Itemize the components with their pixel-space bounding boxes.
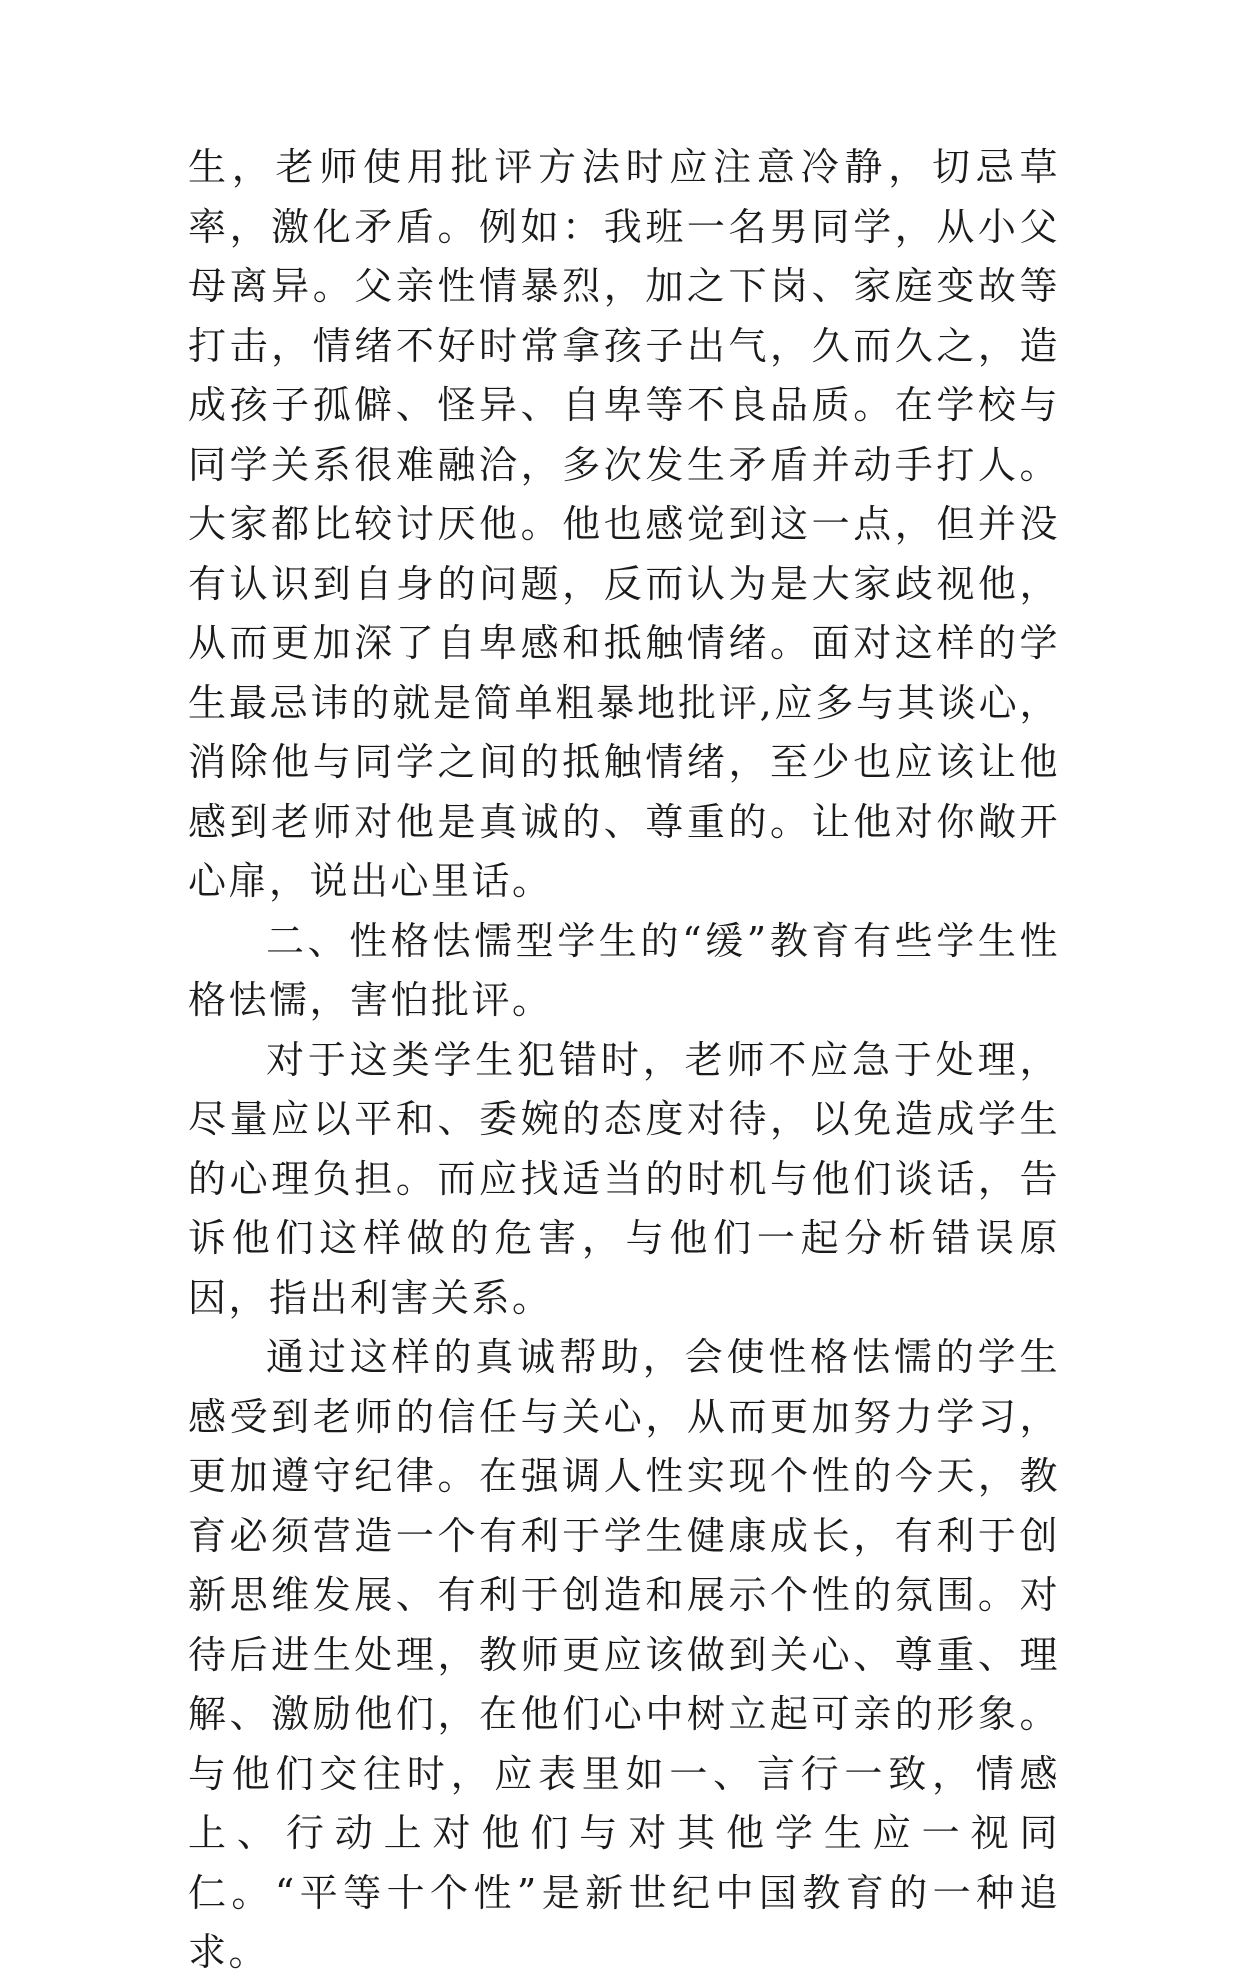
- document-page: [188, 138, 1060, 1983]
- paragraph-approach: 对于这类学生犯错时，老师不应急于处理，尽量应以平和、委婉的态度对待，以免造成学生的心理负担。而应找适当的时机与他们谈话，告诉他们这样做的危害，与他们一起分析错误原因，指出利害关系。: [188, 1037, 1060, 1320]
- paragraph-continuation: 生，老师使用批评方法时应注意冷静，切忌草率，激化矛盾。例如：我班一名男同学，从小父母离异。父亲性情暴烈，加之下岗、家庭变故等打击，情绪不好时常拿孩子出气，久而久之，造成孩子孤僻、怪异、自卑等不良品质。在学校与同学关系很难融洽，多次发生矛盾并动手打人。大家都比较讨厌他。他也感觉到这一点，但并没有认识到自身的问题，反而认为是大家歧视他，从而更加深了自卑感和抵触情绪。面对这样的学生最忌讳的就是简单粗暴地批评,应多与其谈心，消除他与同学之间的抵触情绪，至少也应该让他感到老师对他是真诚的、尊重的。让他对你敞开心扉，说出心里话。: [188, 145, 1060, 903]
- paragraph-conclusion: 通过这样的真诚帮助，会使性格怯懦的学生感受到老师的信任与关心，从而更加努力学习，更加遵守纪律。在强调人性实现个性的今天，教育必须营造一个有利于学生健康成长，有利于创新思维发展、有利于创造和展示个性的氛围。对待后进生处理，教师更应该做到关心、尊重、理解、激励他们，在他们心中树立起可亲的形象。与他们交往时，应表里如一、言行一致，情感上、行动上对他们与对其他学生应一视同仁。“平等十个性”是新世纪中国教育的一种追求。: [188, 1335, 1060, 1974]
- section-heading-two: 二、性格怯懦型学生的“缓”教育有些学生性格怯懦，害怕批评。: [188, 918, 1060, 1022]
